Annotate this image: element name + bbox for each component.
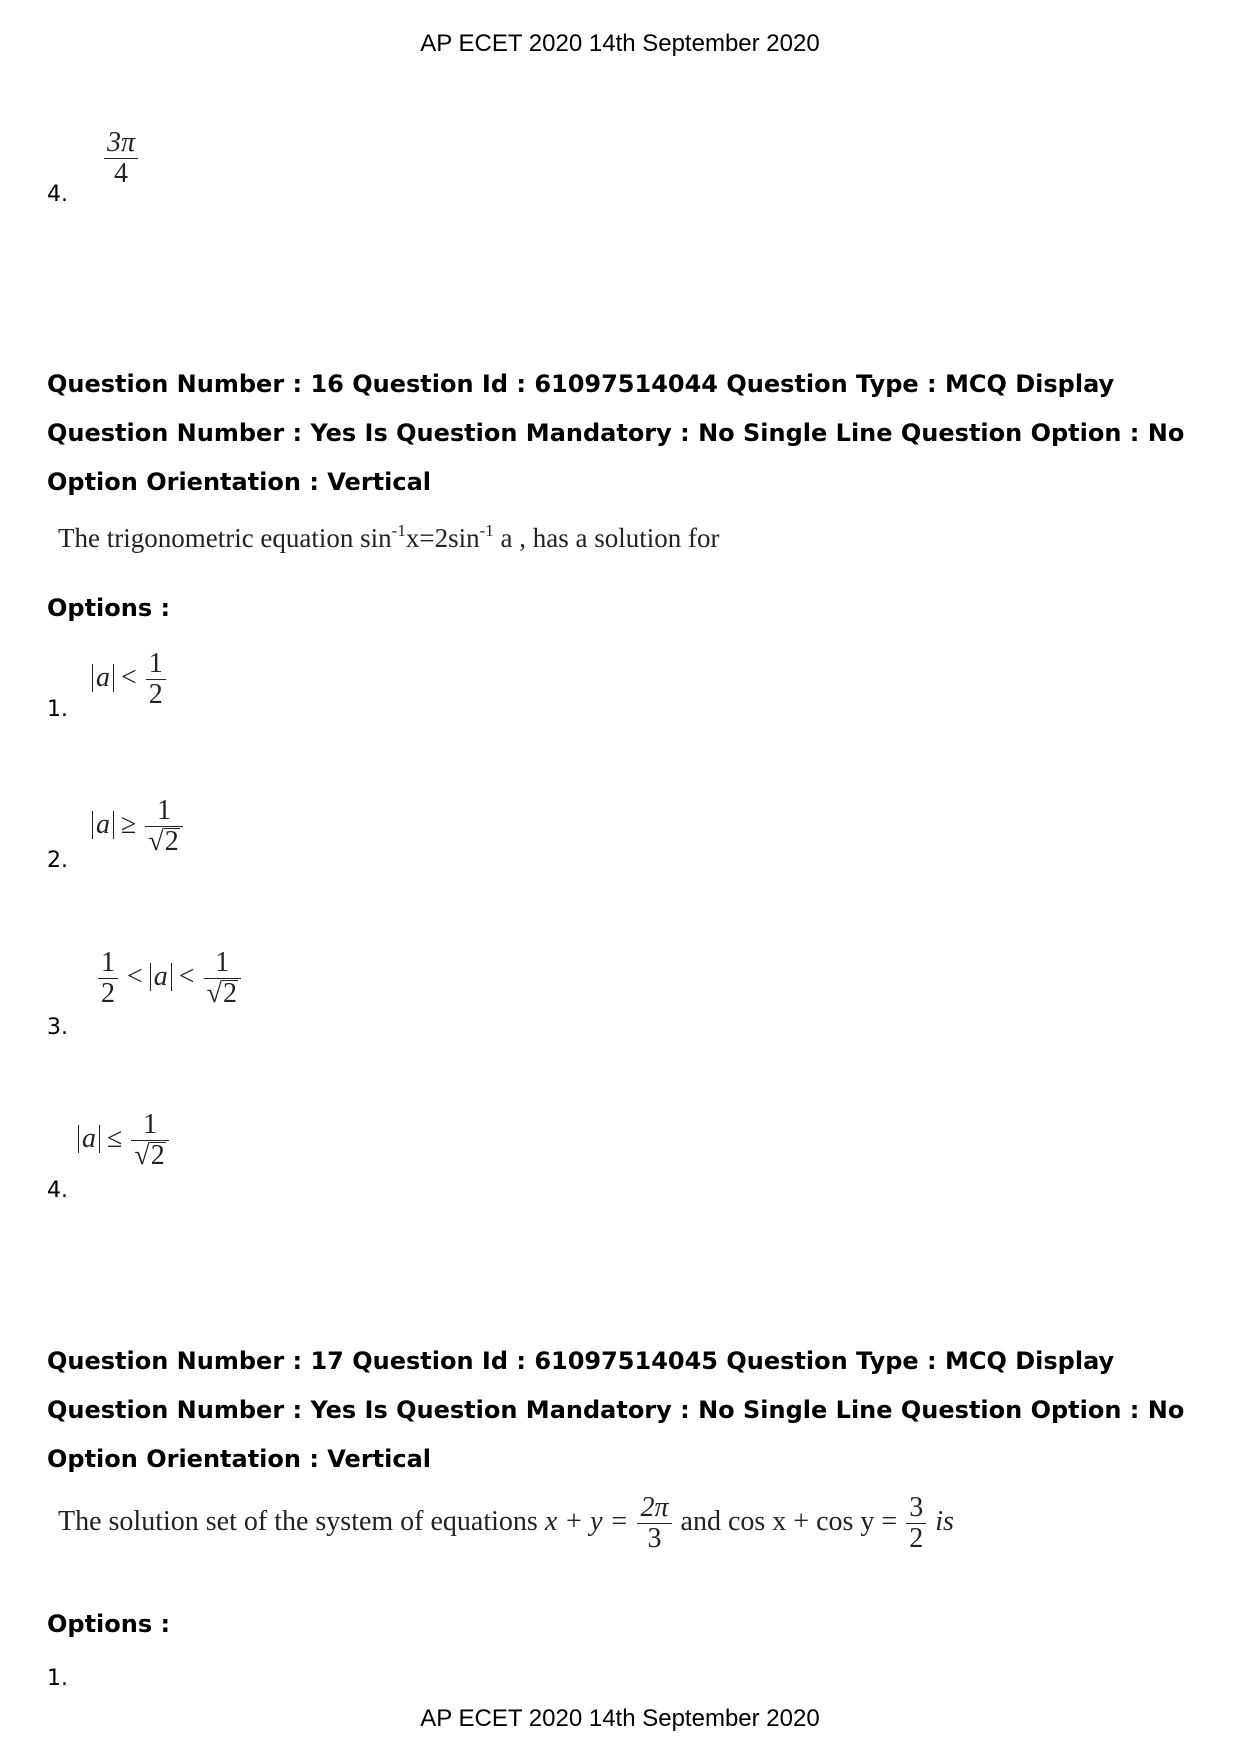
- q17-question-text: [58, 1493, 954, 1554]
- sqrt-symbol: √2: [134, 1140, 165, 1171]
- fraction-numerator: 2π: [640, 1492, 669, 1523]
- relation: <: [121, 661, 137, 693]
- fraction-denominator: 2: [906, 1523, 926, 1554]
- q16-meta: Question Number : 16 Question Id : 61097514044 Question Type : MCQ Display Question Number : Yes Is Question Mandatory : No Single Line Question Option : No Option Orientation : Vertical: [47, 370, 1185, 496]
- q17-text-a: The solution set of the system of equations: [58, 1505, 545, 1537]
- fraction: [145, 796, 182, 857]
- sqrt-radicand: 2: [164, 826, 179, 857]
- fraction-denominator: 4: [104, 158, 138, 189]
- fraction-numerator: 1: [143, 1109, 158, 1140]
- q16-sup-1: -1: [391, 521, 406, 540]
- fraction-numerator: 1: [101, 947, 115, 978]
- q17-is-text: is: [935, 1505, 954, 1537]
- q16-option-1-number: 1.: [47, 697, 68, 722]
- q17-option-1-number: 1.: [47, 1666, 68, 1691]
- q16-text-b: x=2sin: [405, 523, 480, 553]
- fraction-denominator: 3: [637, 1523, 671, 1554]
- fraction-pre: [98, 948, 118, 1009]
- q16-text-c: a , has a solution for: [493, 523, 720, 553]
- prev-option-4-number: 4.: [47, 182, 68, 207]
- relation-1: <: [127, 960, 143, 992]
- fraction-denominator: 2: [98, 978, 118, 1009]
- q16-option-4-math: [78, 1110, 171, 1171]
- fraction-denominator: [131, 1140, 168, 1171]
- abs-value: a: [78, 1125, 100, 1153]
- fraction-numerator: 3: [909, 1492, 924, 1523]
- q16-sup-2: -1: [479, 521, 494, 540]
- q17-eq2-lhs: cos x + cos y =: [727, 1505, 898, 1537]
- abs-value: a: [92, 664, 114, 692]
- q16-question-text: [58, 522, 719, 554]
- q16-option-3-math: [96, 948, 243, 1009]
- prev-option-4-math: [102, 128, 140, 189]
- fraction-denominator: [145, 826, 182, 857]
- fraction-numerator: 1: [215, 947, 230, 978]
- fraction-numerator: 1: [148, 648, 163, 679]
- q16-option-2-math: [92, 796, 185, 857]
- q17-options-label: Options :: [47, 1610, 171, 1638]
- sqrt-radicand: 2: [150, 1140, 165, 1171]
- q16-text-a: The trigonometric equation sin: [58, 523, 392, 553]
- q16-option-2-number: 2.: [47, 848, 68, 873]
- sqrt-symbol: √2: [206, 978, 237, 1009]
- fraction: [131, 1110, 168, 1171]
- relation: ≤: [107, 1122, 123, 1154]
- fraction: [204, 948, 241, 1009]
- sqrt-radicand: 2: [222, 978, 237, 1009]
- fraction: [146, 649, 166, 710]
- page-header: AP ECET 2020 14th September 2020: [420, 30, 820, 57]
- q17-eq2-fraction: [906, 1493, 926, 1554]
- q17-meta: Question Number : 17 Question Id : 61097514045 Question Type : MCQ Display Question Number : Yes Is Question Mandatory : No Single Line Question Option : No Option Orientation : Vertical: [47, 1347, 1185, 1473]
- fraction-denominator: [204, 978, 241, 1009]
- relation: ≥: [121, 808, 137, 840]
- q16-option-3-number: 3.: [47, 1015, 68, 1040]
- q16-option-4-number: 4.: [47, 1178, 68, 1203]
- relation-2: <: [178, 960, 195, 992]
- abs-value: a: [150, 963, 172, 991]
- q16-options-label: Options :: [47, 594, 171, 622]
- q16-option-1-math: [92, 649, 168, 710]
- q17-and-text: and: [680, 1505, 728, 1537]
- sqrt-symbol: √2: [148, 826, 179, 857]
- abs-value: a: [92, 811, 114, 839]
- fraction-numerator: 3π: [107, 127, 136, 158]
- q17-eq1-fraction: [637, 1493, 671, 1554]
- fraction-denominator: 2: [146, 679, 166, 710]
- q17-eq1-lhs: x + y =: [544, 1505, 629, 1537]
- page-footer: AP ECET 2020 14th September 2020: [420, 1705, 820, 1732]
- fraction-numerator: 1: [157, 795, 172, 826]
- prev-option-4-fraction: [104, 128, 138, 189]
